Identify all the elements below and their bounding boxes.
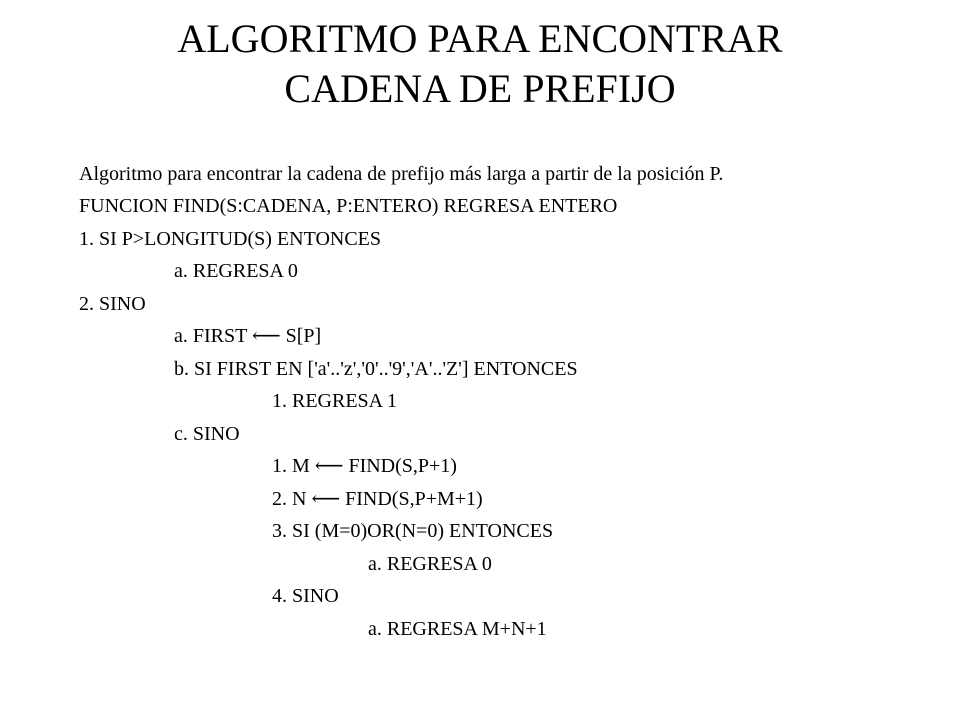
slide-title bbox=[0, 14, 960, 114]
step-2c4a-return: a. REGRESA M+N+1 bbox=[368, 617, 547, 640]
step-1-condition: 1. SI P>LONGITUD(S) ENTONCES bbox=[79, 227, 382, 250]
step-2b-condition: b. SI FIRST EN ['a'..'z','0'..'9','A'..'Z'] ENTONCES bbox=[174, 357, 578, 380]
title-line-2: CADENA DE PREFIJO bbox=[284, 66, 676, 111]
step-2a-assign: a. FIRST ⟵ S[P] bbox=[174, 325, 322, 347]
step-2b1-return: 1. REGRESA 1 bbox=[272, 390, 398, 412]
step-1a-return: a. REGRESA 0 bbox=[174, 260, 298, 282]
step-2c4-else: 4. SINO bbox=[272, 585, 339, 607]
step-2-else: 2. SINO bbox=[79, 292, 146, 315]
title-line-1: ALGORITMO PARA ENCONTRAR bbox=[177, 16, 783, 61]
intro-paragraph: Algoritmo para encontrar la cadena de prefijo más larga a partir de la posición P. bbox=[79, 163, 724, 185]
step-2c2-assign-n: 2. N ⟵ FIND(S,P+M+1) bbox=[272, 487, 483, 510]
step-2c3a-return: a. REGRESA 0 bbox=[368, 552, 492, 575]
function-signature: FUNCION FIND(S:CADENA, P:ENTERO) REGRESA ENTERO bbox=[79, 195, 618, 217]
slide-body bbox=[79, 158, 890, 645]
step-2c1-assign-m: 1. M ⟵ FIND(S,P+1) bbox=[272, 455, 457, 477]
step-2c3-condition: 3. SI (M=0)OR(N=0) ENTONCES bbox=[272, 520, 554, 542]
step-2c-else: c. SINO bbox=[174, 422, 240, 445]
